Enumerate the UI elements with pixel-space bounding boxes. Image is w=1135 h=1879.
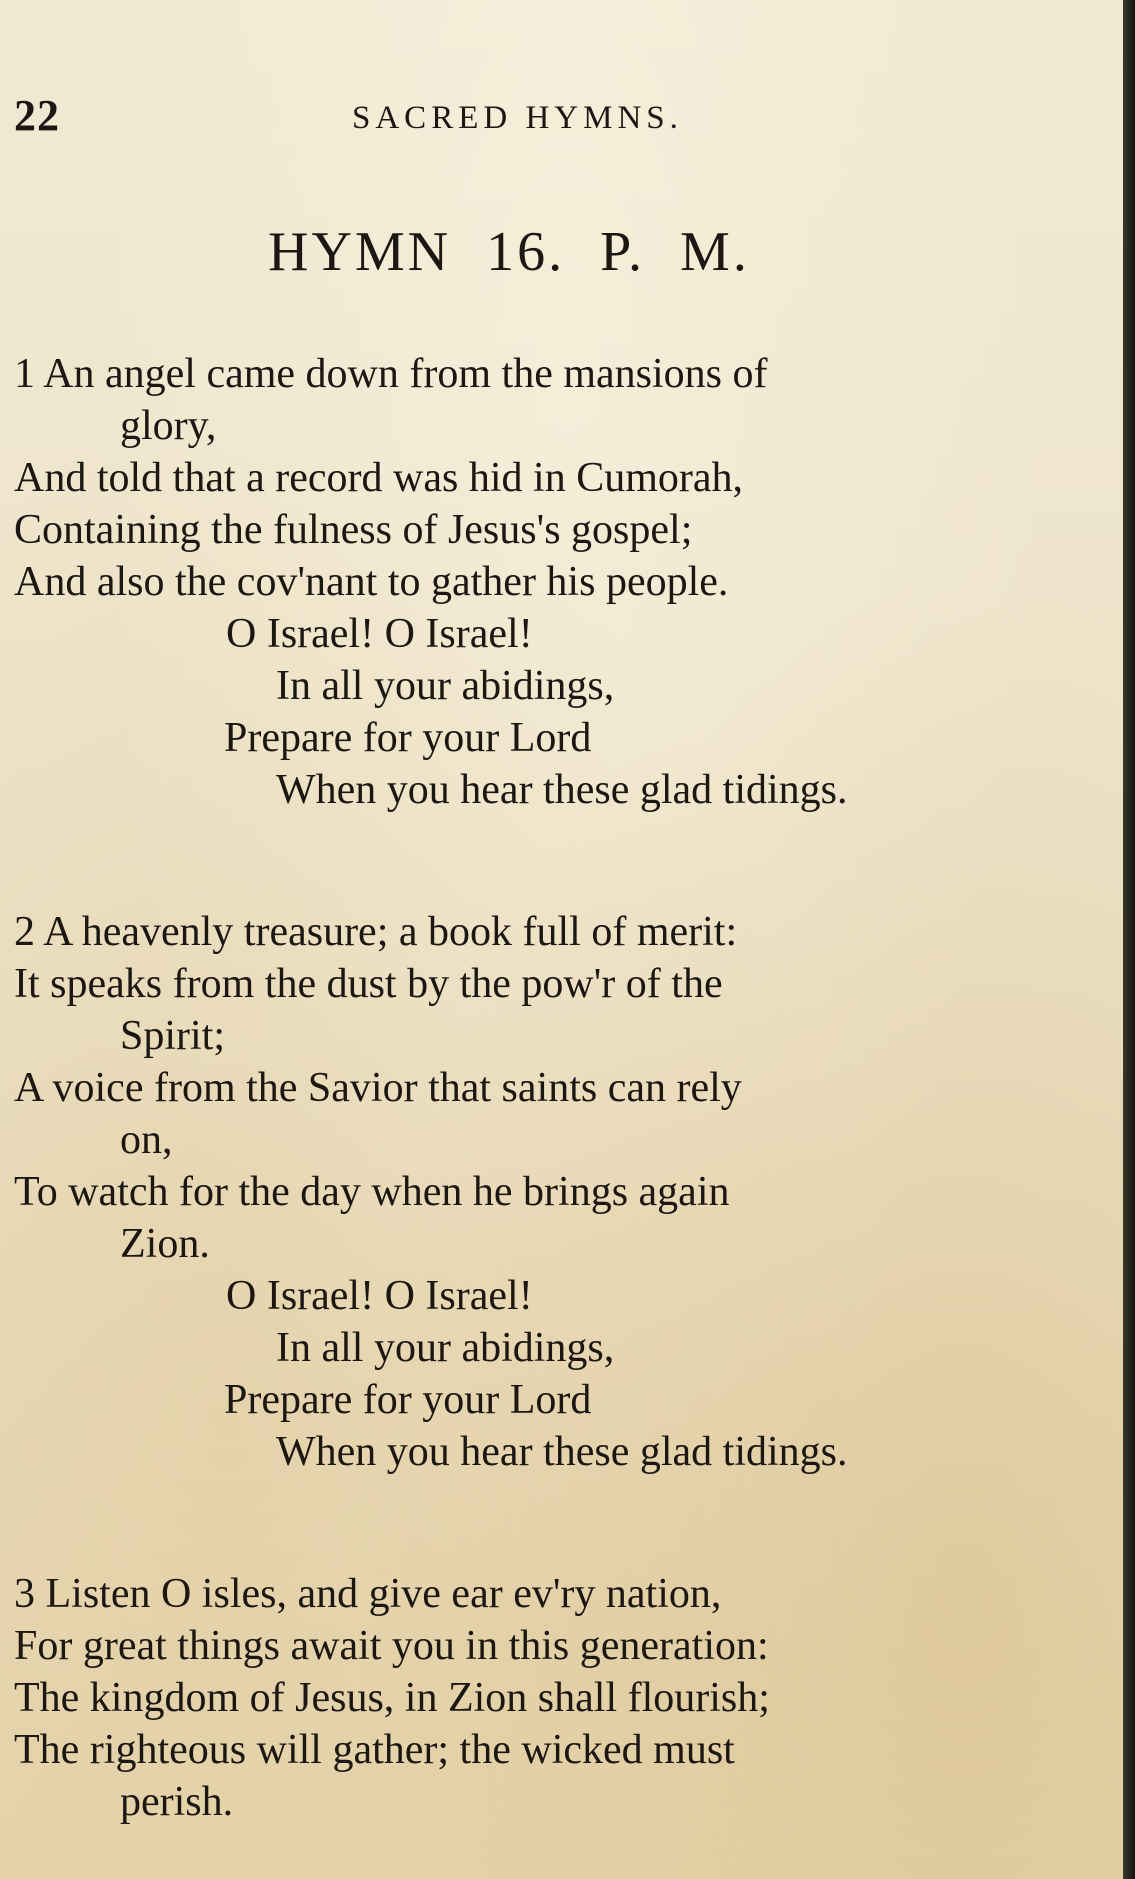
verse-line: To watch for the day when he brings again [14,1169,730,1215]
verse-line: perish. [120,1779,234,1825]
running-head: SACRED HYMNS. [352,100,683,136]
chorus-line: When you hear these glad tidings. [276,1429,848,1475]
verse-line: And told that a record was hid in Cumorah, [14,455,744,501]
hymn-title: HYMN 16. P. M. [268,221,750,283]
verse-line: For great things await you in this generation: [14,1623,769,1669]
verse-line: A voice from the Savior that saints can rely [14,1065,742,1111]
chorus-line: O Israel! O Israel! [226,611,533,657]
verse-line: Containing the fulness of Jesus's gospel; [14,507,693,553]
verse-line: glory, [120,403,217,449]
verse-line: The kingdom of Jesus, in Zion shall flourish; [14,1675,770,1721]
verse-1 [0,348,1100,816]
chorus-line: In all your abidings, [276,663,615,709]
verse-line: The righteous will gather; the wicked must [14,1727,735,1773]
chorus-line: When you hear these glad tidings. [276,767,848,813]
verse-line: 3 Listen O isles, and give ear ev'ry nation, [14,1571,722,1617]
chorus-line: Prepare for your Lord [224,715,592,761]
verse-line: And also the cov'nant to gather his people. [14,559,729,605]
verse-line: Spirit; [120,1013,226,1059]
verse-line: 1 An angel came down from the mansions of [14,351,768,397]
verse-2 [0,906,1100,1478]
page-number: 22 [14,91,60,140]
chorus-line: Prepare for your Lord [224,1377,592,1423]
chorus-line: In all your abidings, [276,1325,615,1371]
page-edge-shadow [1123,0,1135,1879]
chorus-line: O Israel! O Israel! [226,1273,533,1319]
verse-line: Zion. [120,1221,210,1267]
verse-line: on, [120,1117,173,1163]
verse-line: It speaks from the dust by the pow'r of the [14,961,723,1007]
verse-3 [0,1568,1100,1828]
verse-line: 2 A heavenly treasure; a book full of merit: [14,909,738,955]
